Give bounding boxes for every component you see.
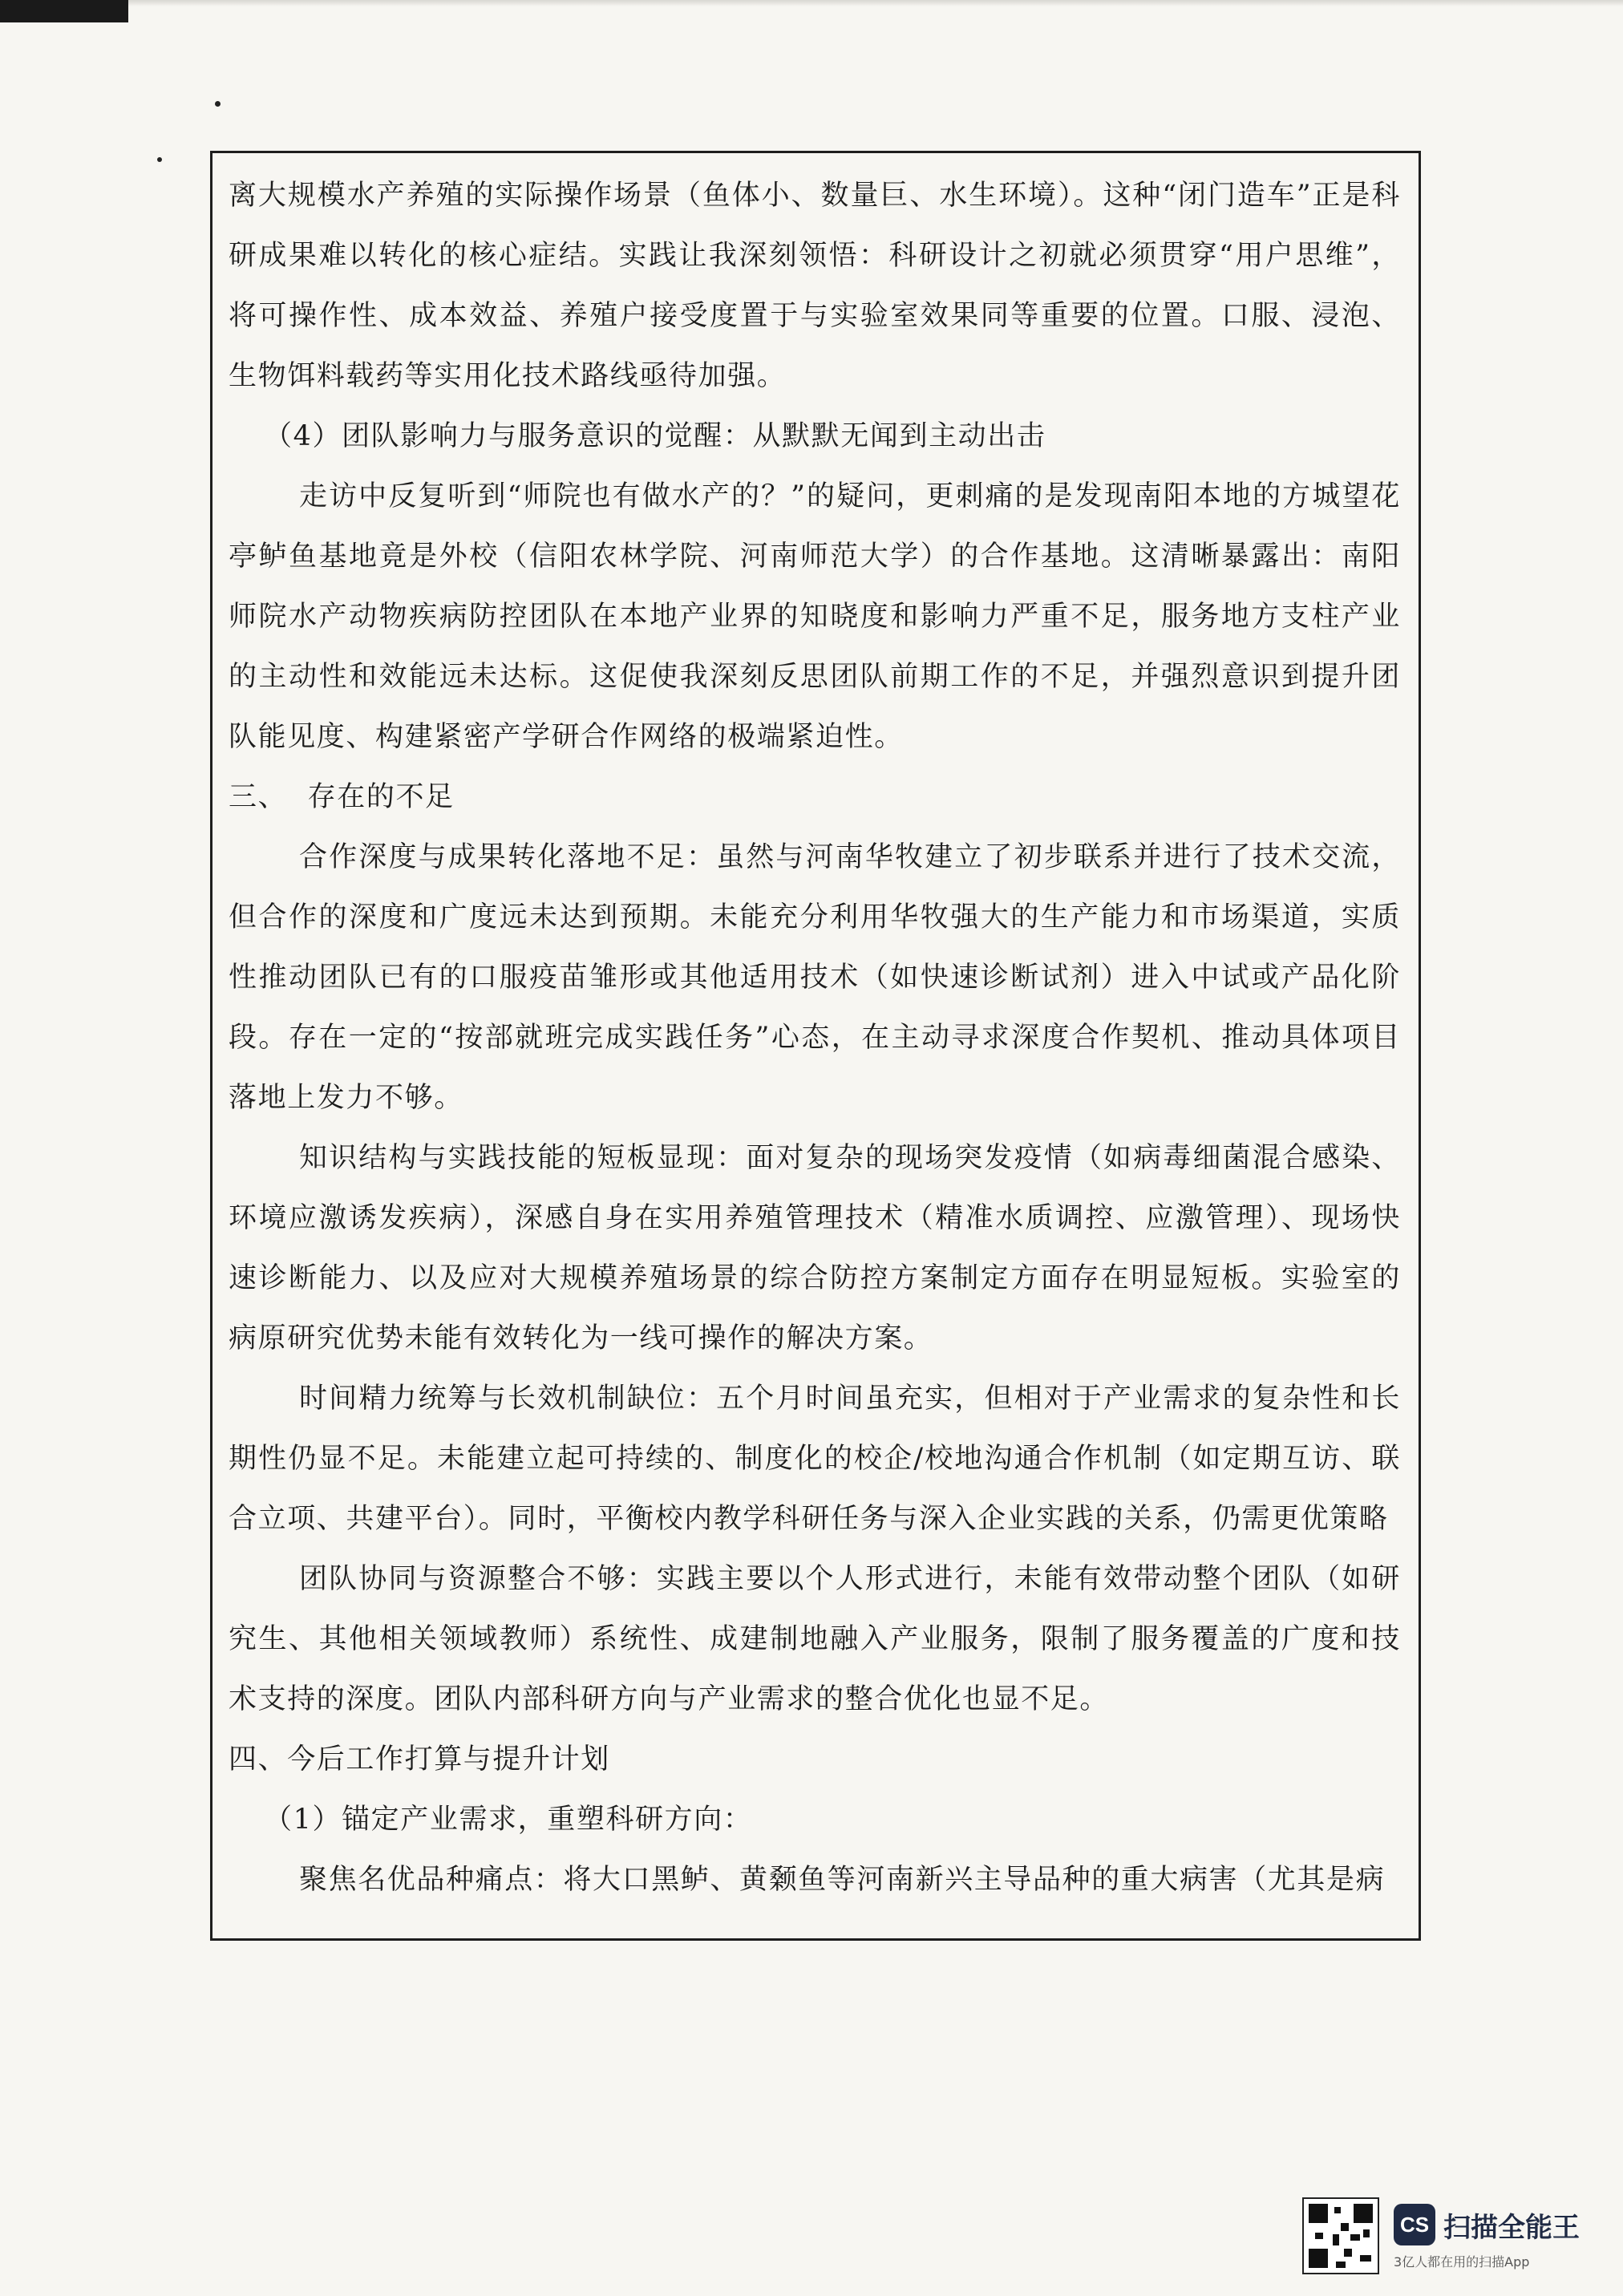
camscanner-logo-icon: CS [1394,2204,1435,2245]
subsection-heading-1: （1）锚定产业需求，重塑科研方向： [264,1804,753,1836]
document-body [229,166,1401,1910]
subsection-heading-4: （4）团队影响力与服务意识的觉醒：从默默无闻到主动出击 [264,420,1046,452]
scan-speck [157,157,162,162]
scanner-app-tagline: 3亿人都在用的扫描App [1394,2254,1530,2270]
document-frame [210,151,1421,1941]
section-heading-shortcomings: 三、 存在的不足 [229,781,455,813]
scan-speck [215,101,221,107]
paragraph-focus-species: 聚焦名优品种痛点：将大口黑鲈、黄颡鱼等河南新兴主导品种的重大病害（尤其是病 [299,1864,1386,1896]
scanner-watermark [1302,2197,1599,2278]
paragraph-time-mechanism: 时间精力统筹与长效机制缺位：五个月时间虽充实，但相对于产业需求的复杂性和长期性仍显不足。未能建立起可持续的、制度化的校企/校地沟通合作机制（如定期互访、联合立项、共建平台）。同时，平衡校内教学科研任务与深入企业实践的关系，仍需更优策略 [229,1383,1401,1535]
paragraph-team-coordination: 团队协同与资源整合不够：实践主要以个人形式进行，未能有效带动整个团队（如研究生、其他相关领域教师）系统性、成建制地融入产业服务，限制了服务覆盖的广度和技术支持的深度。团队内部科研方向与产业需求的整合优化也显不足。 [229,1563,1401,1715]
paragraph-knowledge-gaps: 知识结构与实践技能的短板显现：面对复杂的现场突发疫情（如病毒细菌混合感染、环境应激诱发疾病），深感自身在实用养殖管理技术（精准水质调控、应激管理）、现场快速诊断能力、以及应对大规模养殖场景的综合防控方案制定方面存在明显短板。实验室的病原研究优势未能有效转化为一线可操作的解决方案。 [229,1142,1401,1355]
scan-top-edge [128,0,1623,6]
scan-edge-shadow [0,0,128,22]
paragraph-team-influence: 走访中反复听到“师院也有做水产的？”的疑问，更刺痛的是发现南阳本地的方城望花亭鲈鱼基地竟是外校（信阳农林学院、河南师范大学）的合作基地。这清晰暴露出：南阳师院水产动物疾病防控团队在本地产业界的知晓度和影响力严重不足，服务地方支柱产业的主动性和效能远未达标。这促使我深刻反思团队前期工作的不足，并强烈意识到提升团队能见度、构建紧密产学研合作网络的极端紧迫性。 [229,480,1401,753]
section-heading-future-plan: 四、今后工作打算与提升计划 [229,1743,610,1776]
qr-code-icon [1302,2197,1379,2274]
paragraph-continuation: 离大规模水产养殖的实际操作场景（鱼体小、数量巨、水生环境）。这种“闭门造车”正是科研成果难以转化的核心症结。实践让我深刻领悟：科研设计之初就必须贯穿“用户思维”，将可操作性、成本效益、养殖户接受度置于与实验室效果同等重要的位置。口服、浸泡、生物饵料载药等实用化技术路线亟待加强。 [229,180,1401,392]
paragraph-cooperation-depth: 合作深度与成果转化落地不足：虽然与河南华牧建立了初步联系并进行了技术交流，但合作的深度和广度远未达到预期。未能充分利用华牧强大的生产能力和市场渠道，实质性推动团队已有的口服疫苗雏形或其他适用技术（如快速诊断试剂）进入中试或产品化阶段。存在一定的“按部就班完成实践任务”心态，在主动寻求深度合作契机、推动具体项目落地上发力不够。 [229,841,1401,1114]
scanner-app-name: 扫描全能王 [1443,2212,1580,2244]
